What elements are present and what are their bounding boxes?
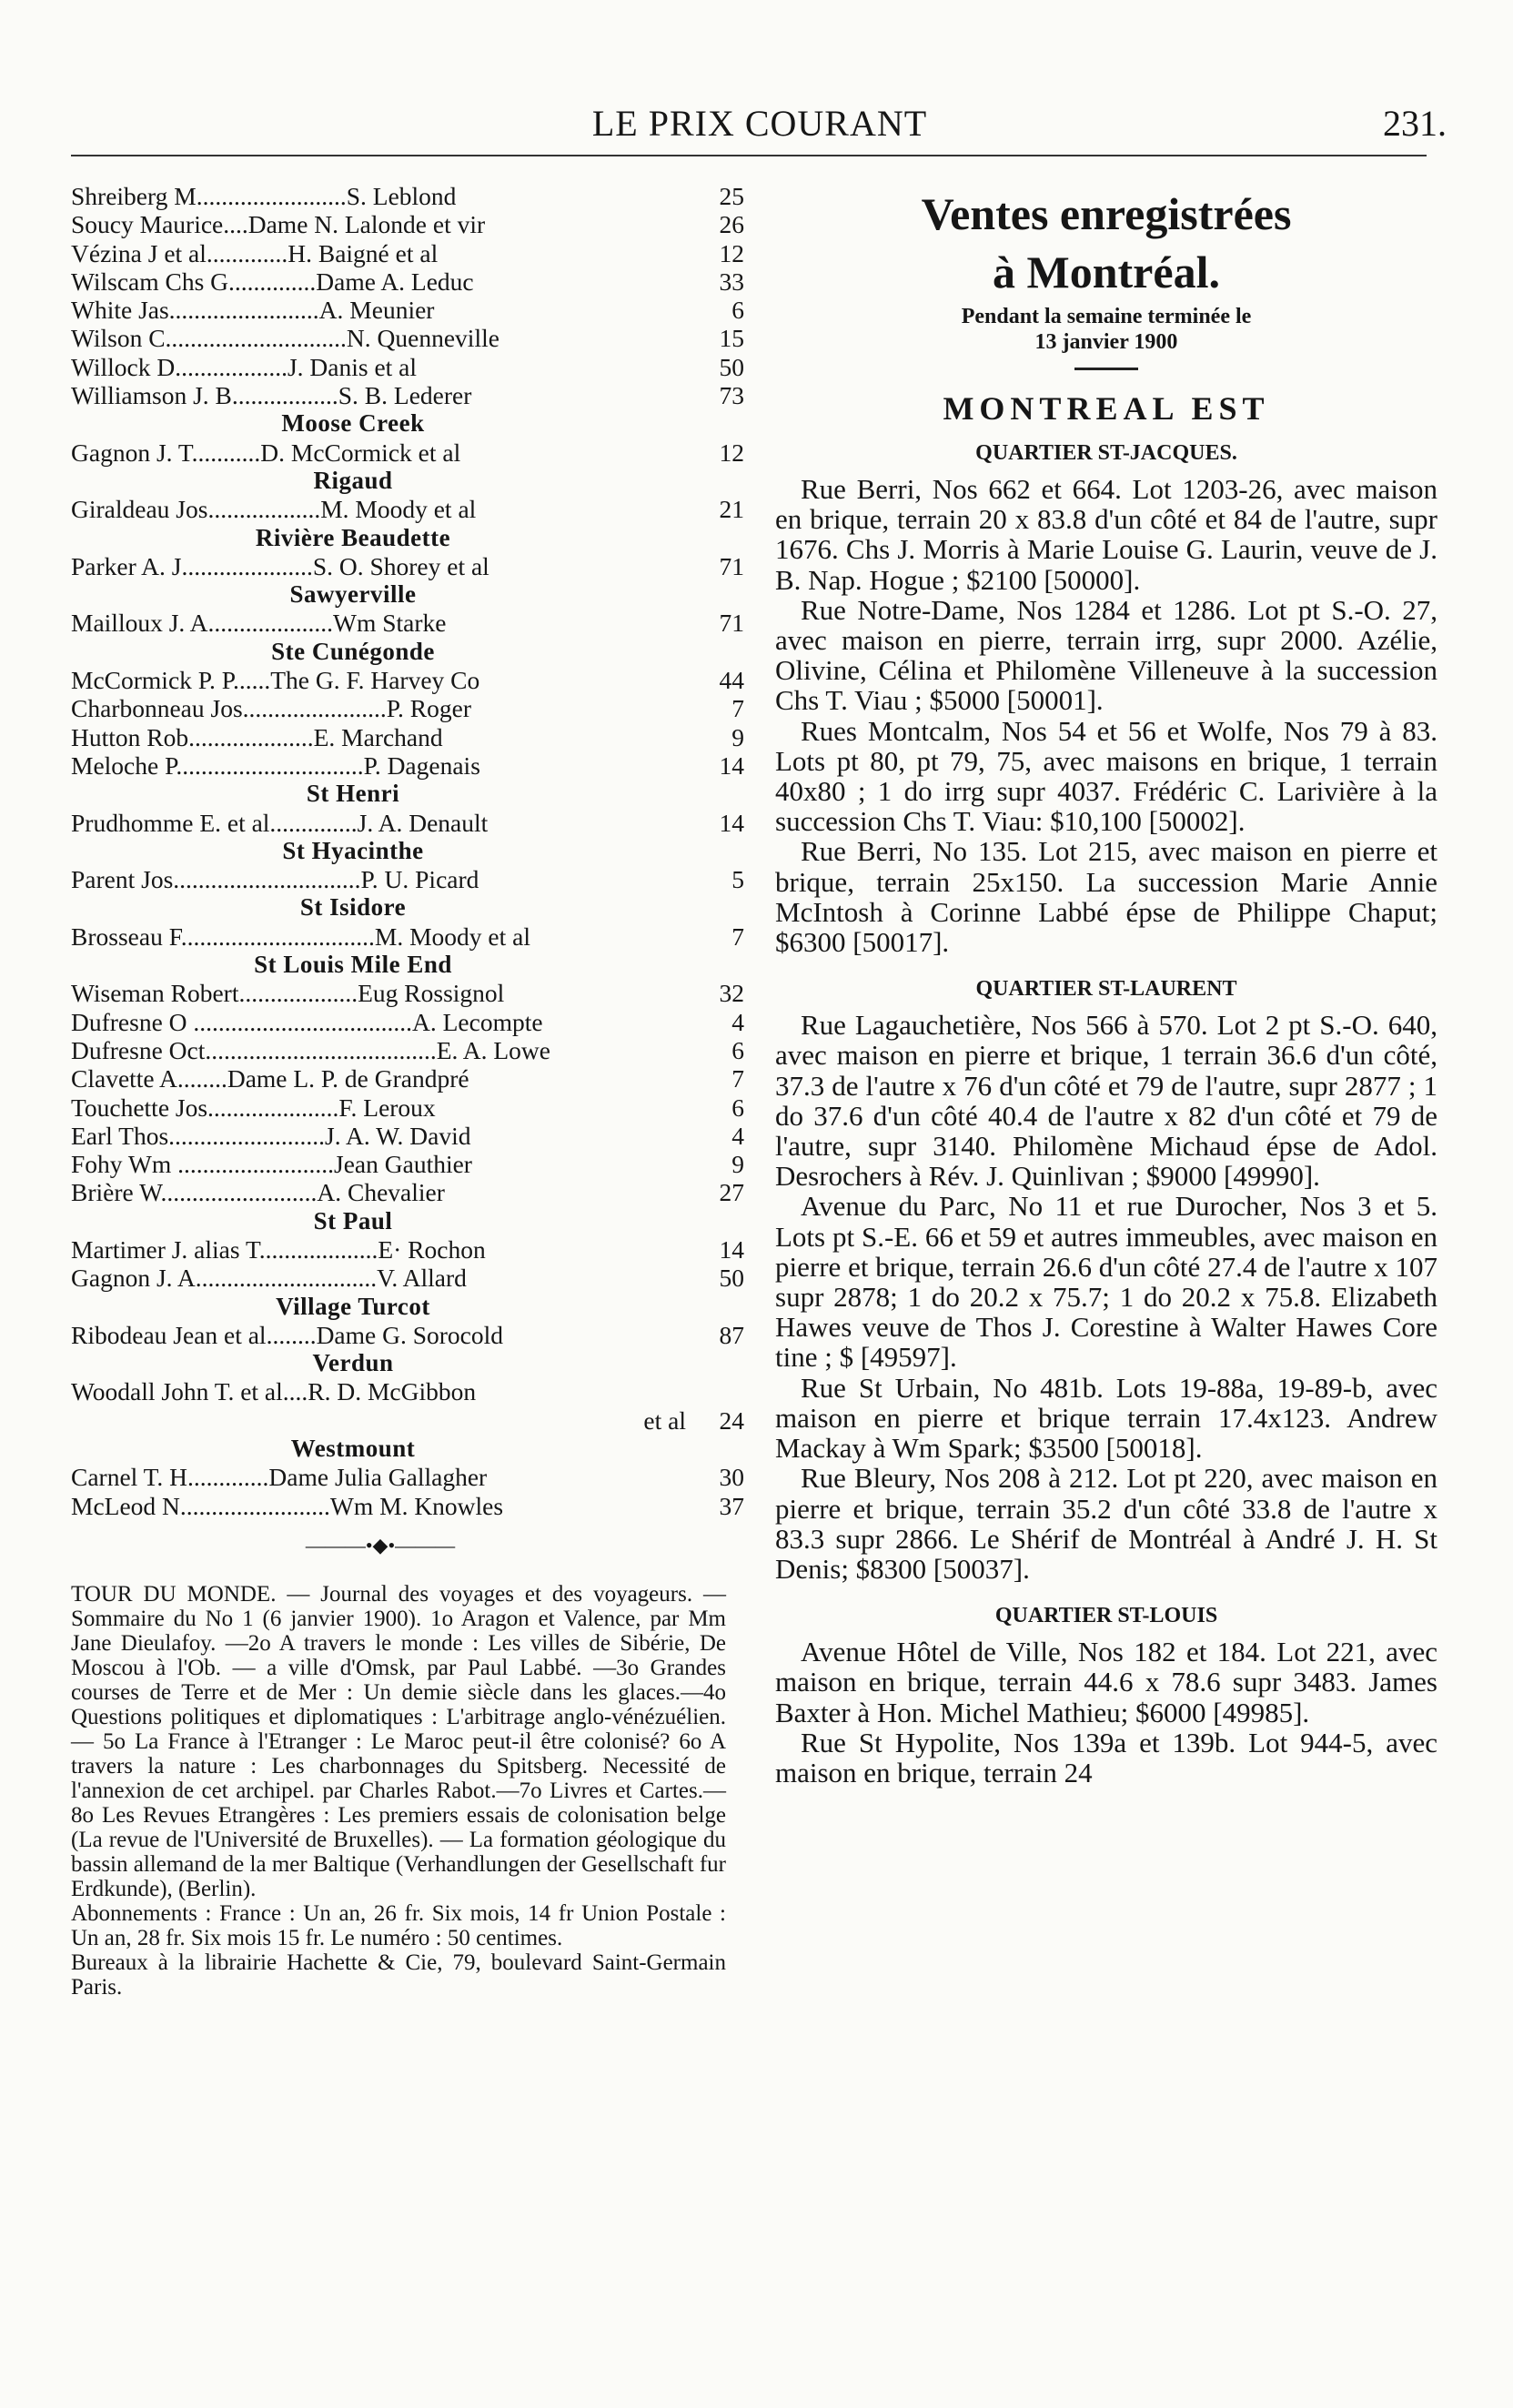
entry-page: 4 [731,1007,744,1036]
entry-page: 21 [719,495,744,524]
locality-heading: Village Turcot [276,1292,430,1320]
entry-page: 44 [719,666,744,695]
entry-names: Dufresne Oct.....................................E. A. Lowe [71,1035,550,1064]
entry-row [71,1235,744,1264]
entry-row [71,751,744,780]
entry-page: 7 [731,1064,744,1093]
entry-page: 7 [731,694,744,723]
entry-page: 26 [719,210,744,239]
entry-names: White Jas........................A. Meunier [71,296,435,325]
entry-names: Carnel T. H.............Dame Julia Gallagher [71,1463,488,1492]
entry-row [71,210,744,238]
entry-names: Hutton Rob....................E. Marchand [71,722,443,751]
entry-row [71,1377,744,1406]
entry-page: 6 [731,1093,744,1122]
entry-page: 12 [719,238,744,267]
sale-record: Rue Berri, No 135. Lot 215, avec maison en pierre et brique, terrain 25x150. La succession Marie Annie McIntosh à Corinne Labbé épse de Philippe Chaput; $6300 [50017]. [775,835,1437,959]
entry-page: 4 [731,1121,744,1150]
entries-group [71,182,744,409]
entry-names: Wilscam Chs G..............Dame A. Leduc [71,267,474,296]
entries-group [71,809,744,837]
entry-row [71,381,744,409]
entry-continuation-text: et al [643,1406,686,1435]
entry-names: Williamson J. B.................S. B. Lederer [71,381,472,410]
locality-heading: Moose Creek [281,409,425,438]
entries-group [71,609,744,637]
tour-abonnements: Abonnements : France : Un an, 26 fr. Six mois, 14 fr Union Postale : Un an, 28 fr. Six mois 15 fr. Le numéro : 50 centimes. [71,1900,726,1950]
entry-row [71,1036,744,1064]
entry-names: Wiseman Robert...................Eug Rossignol [71,979,505,1008]
sale-record: Rue St Hypolite, Nos 139a et 139b. Lot 944-5, avec maison en brique, terrain 24 [775,1726,1437,1788]
entry-row [71,1064,744,1093]
tour-du-monde-notice [71,1582,744,2000]
entry-names: Martimer J. alias T...................E· Rochon [71,1234,486,1264]
entry-row [71,1321,744,1349]
entry-names: McCormick P. P......The G. F. Harvey Co [71,666,480,695]
entry-row [71,1008,744,1036]
entry-row [71,723,744,751]
records-group [775,474,1437,957]
left-column [71,182,744,2000]
entries-group [71,1377,744,1406]
entry-page: 50 [719,1264,744,1293]
locality-heading: St Isidore [299,893,407,922]
quarter-title: QUARTIER ST-JACQUES. [975,441,1237,465]
entry-names: McLeod N........................Wm M. Knowles [71,1491,504,1520]
entry-names: Giraldeau Jos..................M. Moody et al [71,495,477,524]
entry-names: Brosseau F...............................M. Moody et al [71,922,531,951]
entry-page: 87 [719,1320,744,1349]
entry-page: 25 [719,182,744,210]
entry-row [71,267,744,296]
entry-names: Vézina J et al.............H. Baigné et al [71,238,439,267]
tour-bureaux: Bureaux à la librairie Hachette & Cie, 79, boulevard Saint-Germain Paris. [71,1950,726,2000]
short-rule [1074,368,1138,370]
entry-row [71,296,744,324]
entry-row [71,239,744,267]
entry-names: Shreiberg M........................S. Leblond [71,182,457,210]
header-rule [71,155,1427,156]
entry-row [71,1178,744,1206]
entry-page: 50 [719,352,744,381]
records-group [775,1637,1437,1788]
main-title-line-2: à Montréal. [993,247,1220,297]
entry-page: 32 [719,979,744,1008]
entry-page: 71 [719,551,744,580]
locality-heading: St Hyacinthe [282,836,424,864]
locality-heading: Rigaud [313,466,393,494]
entries-group [71,495,744,523]
entry-names: Ribodeau Jean et al........Dame G. Sorocold [71,1320,504,1349]
entries-group [71,865,744,893]
entry-row [71,438,744,467]
entry-row [71,324,744,352]
entry-names: Mailloux J. A....................Wm Starke [71,609,447,638]
entry-names: Parent Jos..............................P. U. Picard [71,865,479,894]
locality-heading: Verdun [312,1349,394,1377]
entry-page: 71 [719,609,744,638]
entry-names: Prudhomme E. et al..............J. A. Denault [71,808,489,837]
entry-row [71,1150,744,1178]
sale-record: Rue Notre-Dame, Nos 1284 et 1286. Lot pt S.-O. 27, avec maison en pierre, terrain irrg, supr 2000. Azélie, Olivine, Célina et Philomène Villeneuve à la succession Chs T. Viau ; $5000 [50001]. [775,593,1437,717]
section-title: MONTREAL EST [943,390,1270,427]
entries-group [71,1235,744,1293]
entry-row [71,922,744,951]
entry-row [71,979,744,1007]
entry-page: 73 [719,381,744,410]
entry-page: 9 [731,722,744,751]
entry-names: Gagnon J. A.............................V. Allard [71,1264,467,1293]
records-group [775,1010,1437,1584]
entry-names: Brière W.........................A. Chevalier [71,1178,445,1207]
entry-row [71,1122,744,1150]
entry-page: 9 [731,1150,744,1179]
entry-page: 14 [719,751,744,780]
entries-group [71,552,744,580]
entry-continuation [71,1406,744,1435]
entry-row [71,865,744,893]
locality-heading: Westmount [290,1435,416,1463]
entry-page: 15 [719,324,744,353]
entries-group [71,1321,744,1349]
entry-row [71,1093,744,1122]
quarter-title: QUARTIER ST-LOUIS [994,1604,1218,1628]
entry-names: Wilson C.............................N. Quenneville [71,324,499,353]
entry-row [71,495,744,523]
ornament-divider: ———•◆•——— [305,1533,456,1557]
subtitle-line-1: Pendant la semaine terminée le [961,305,1252,328]
entry-page: 6 [731,1035,744,1064]
entry-page: 14 [719,808,744,837]
entries-group [71,922,744,951]
locality-heading: Rivière Beaudette [255,523,451,551]
entry-names: Willock D..................J. Danis et al [71,352,418,381]
sale-record: Rue St Urbain, No 481b. Lots 19-88a, 19-89-b, avec maison en pierre et brique terrain 17.4x123. Andrew Mackay à Wm Spark; $3500 [50018]. [775,1371,1437,1465]
entry-names: Soucy Maurice....Dame N. Lalonde et vir [71,210,486,239]
journal-title: LE PRIX COURANT [591,103,928,144]
entry-page: 37 [719,1491,744,1520]
entries-group [71,666,744,780]
entry-row [71,182,744,210]
entry-names: Woodall John T. et al....R. D. McGibbon [71,1377,477,1406]
entry-names: Touchette Jos.....................F. Leroux [71,1093,436,1122]
entry-names: Clavette A........Dame L. P. de Grandpré [71,1064,469,1093]
entries-group [71,1463,744,1520]
entry-names: Fohy Wm .........................Jean Gauthier [71,1150,472,1179]
right-column [775,182,1437,1788]
entry-page: 5 [731,865,744,894]
entry-names: Parker A. J.....................S. O. Shorey et al [71,551,489,580]
sale-record: Rues Montcalm, Nos 54 et 56 et Wolfe, Nos 79 à 83. Lots pt 80, pt 79, 75, avec maisons en brique, 1 terrain 40x80 ; 1 do irrg supr 4037. Frédéric C. Larivière à la succession Chs T. Viau: $10,100 [50002]. [775,714,1437,838]
page-header [55,98,1465,144]
locality-heading: Ste Cunégonde [271,637,435,665]
sale-record: Rue Berri, Nos 662 et 664. Lot 1203-26, avec maison en brique, terrain 20 x 83.8 d'un côté et 84 de l'autre, supr 1676. Chs J. Morris à Marie Louise G. Laurin, veuve de J. B. Nap. Hogue ; $2100 [50000]. [775,473,1437,596]
tour-text: TOUR DU MONDE. — Journal des voyages et des voyageurs. — Sommaire du No 1 (6 janvier 1900). 1o Aragon et Valence, par Mm Jane Dieulafoy. —2o A travers le monde : Les villes de Sibérie, De Moscou à l'Ob. — a ville d'Omsk, par Paul Labbé. —3o Grandes courses de Terre et de Mer : Un demie siècle dans les glaces.—4o Questions politiques et diplomatiques : L'arbitrage anglo-vénézuélien. — 5o La France à l'Etranger : Le Maroc peut-il être colonisé? 6o A travers la nature : Les charbonnages du Spitsberg. Necessité de l'annexion de cet archipel. par Charles Rabot.—7o Livres et Cartes.—8o Les Revues Etrangères : Les premiers essais de colonisation belge (La revue de l'Université de Bruxelles). — La formation géologique du bassin allemand de la mer Baltique (Verhandlungen der Gesellschaft fur Erdkunde), (Berlin). [71,1581,726,1901]
entry-page: 27 [719,1178,744,1207]
locality-heading: St Henri [306,780,400,808]
entry-row [71,694,744,722]
subtitle-line-2: 13 janvier 1900 [1034,330,1178,354]
entry-names: Earl Thos.........................J. A. W. David [71,1121,471,1150]
entry-row [71,1264,744,1292]
entry-row [71,666,744,694]
entry-names: Gagnon J. T...........D. McCormick et al [71,438,461,467]
entry-page: 12 [719,438,744,467]
entry-page: 7 [731,922,744,951]
entry-row [71,1492,744,1520]
entry-page: 24 [719,1406,744,1435]
entry-names: Meloche P..............................P. Dagenais [71,751,480,780]
entry-page: 14 [719,1234,744,1264]
entry-names: Dufresne O ...................................A. Lecompte [71,1007,543,1036]
entries-group [71,979,744,1206]
entry-names: Charbonneau Jos.......................P. Roger [71,694,471,723]
locality-heading: Sawyerville [289,580,417,609]
sale-record: Avenue Hôtel de Ville, Nos 182 et 184. Lot 221, avec maison en brique, terrain 44.6 x 78.6 supr 3483. James Baxter à Hon. Michel Mathieu; $6000 [49985]. [775,1636,1437,1728]
entry-row [71,609,744,637]
entry-row [71,1463,744,1491]
entry-row [71,353,744,381]
locality-heading: St Louis Mile End [254,951,452,979]
entry-page: 6 [731,296,744,325]
page-number: 231. [1383,103,1447,144]
quarter-title: QUARTIER ST-LAURENT [975,977,1237,1002]
entry-row [71,809,744,837]
entry-page: 30 [719,1463,744,1492]
main-title-line-1: Ventes enregistrées [921,188,1292,239]
sale-record: Avenue du Parc, No 11 et rue Durocher, Nos 3 et 5. Lots pt S.-E. 66 et 59 et autres immeubles, avec maison en pierre et brique, terrain 26.6 d'un côté 27.4 de l'autre x 107 supr 2878; 1 do 20.2 x 75.7; 1 do 20.2 x 75.8. Elizabeth Hawes veuve de Thos J. Corestine à Walter Hawes Core tine ; $ [49597]. [775,1190,1437,1374]
entry-row [71,552,744,580]
entry-page: 33 [719,267,744,296]
locality-heading: St Paul [313,1206,393,1234]
sale-record: Rue Lagauchetière, Nos 566 à 570. Lot 2 pt S.-O. 640, avec maison en pierre et brique, 1 terrain 36.6 d'un côté, 37.3 de l'autre x 76 d'un côté et 79 de l'autre, supr 2877 ; 1 do 37.6 d'un côté 40.4 de l'autre x 82 d'un côté et 79 de l'autre, supr 3140. Philomène Michaud épse de Adol. Desrochers à Rév. J. Quinlivan ; $9000 [49990]. [775,1009,1437,1193]
entries-group [71,438,744,467]
sale-record: Rue Bleury, Nos 208 à 212. Lot pt 220, avec maison en pierre et brique, terrain 35.2 d'un côté 33.8 de l'autre x 83.3 supr 2866. Le Shérif de Montréal à André J. H. St Denis; $8300 [50037]. [775,1462,1437,1585]
